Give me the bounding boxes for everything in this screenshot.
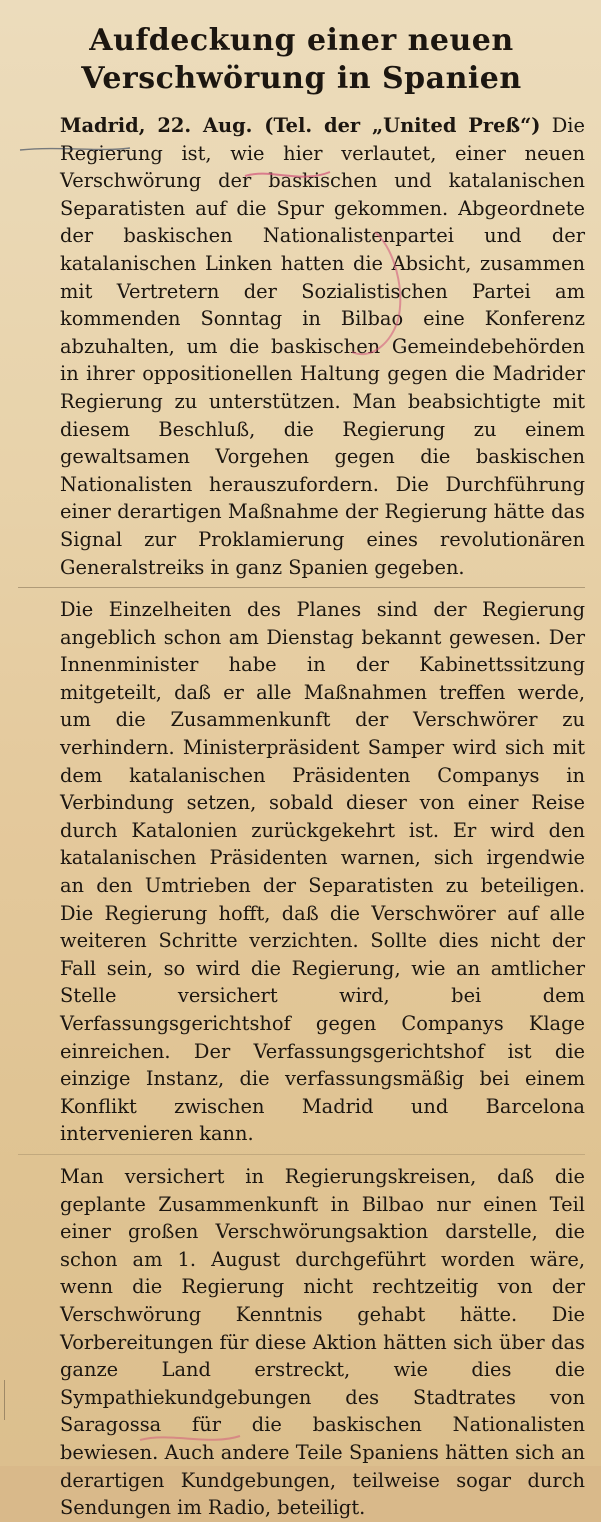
- paragraph-divider-2: [18, 1154, 585, 1155]
- headline-line-1: Aufdeckung einer neuen: [89, 23, 514, 58]
- margin-mark: [4, 1380, 5, 1420]
- paragraph-divider: [18, 587, 585, 588]
- paragraph-2: [18, 596, 585, 1148]
- dateline: Madrid, 22. Aug. (Tel. der „United Preß“): [60, 114, 541, 137]
- headline: [18, 22, 585, 98]
- article-body: [18, 112, 585, 1522]
- paragraph-3: [18, 1163, 585, 1522]
- headline-line-2: Verschwörung in Spanien: [81, 61, 522, 96]
- paragraph-2-text: Die Einzelheiten des Planes sind der Regierung angeblich schon am Dienstag bekannt gewesen. Der Innenminister habe in der Kabinettssitzung mitgeteilt, daß er alle Maßnahmen treffen werde, um die Zusammenkunft der Verschwörer zu verhindern. Ministerpräsident Samper wird sich mit dem katalanischen Präsidenten Companys in Verbindung setzen, sobald dieser von einer Reise durch Katalonien zurückgekehrt ist. Er wird den katalanischen Präsidenten warnen, sich irgendwie an den Umtrieben der Separatisten zu beteiligen. Die Regierung hofft, daß die Verschwörer auf alle weiteren Schritte verzichten. Sollte dies nicht der Fall sein, so wird die Regierung, wie an amtlicher Stelle versichert wird, bei dem Verfassungsgerichtshof gegen Companys Klage einreichen. Der Verfassungsgerichtshof ist die einzige Instanz, die verfassungsmäßig bei einem Konflikt zwischen Madrid und Barcelona intervenieren kann.: [60, 598, 585, 1146]
- paragraph-1: [18, 112, 585, 581]
- paragraph-1-text: Die Regierung ist, wie hier verlautet, einer neuen Verschwörung der baskischen und katalanischen Separatisten auf die Spur gekommen. Abgeordnete der baskischen Nationalistenpartei und der katalanischen Linken hatten die Absicht, zusammen mit Vertretern der Sozialistischen Partei am kommenden Sonntag in Bilbao eine Konferenz abzuhalten, um die baskischen Gemeindebehörden in ihrer oppositionellen Haltung gegen die Madrider Regierung zu unterstützen. Man beabsichtigte mit diesem Beschluß, die Regierung zu einem gewaltsamen Vorgehen gegen die baskischen Nationalisten herauszufordern. Die Durchführung einer derartigen Maßnahme der Regierung hätte das Signal zur Proklamierung eines revolutionären Generalstreiks in ganz Spanien gegeben.: [60, 114, 585, 579]
- paragraph-3-text: Man versichert in Regierungskreisen, daß die geplante Zusammenkunft in Bilbao nur einen Teil einer großen Verschwörungsaktion darstelle, die schon am 1. August durchgeführt worden wäre, wenn die Regierung nicht rechtzeitig von der Verschwörung Kenntnis gehabt hätte. Die Vorbereitungen für diese Aktion hätten sich über das ganze Land erstreckt, wie dies die Sympathiekundgebungen des Stadtrates von Saragossa für die baskischen Nationalisten bewiesen. Auch andere Teile Spaniens hätten sich an derartigen Kundgebungen, teilweise sogar durch Sendungen im Radio, beteiligt.: [60, 1164, 585, 1520]
